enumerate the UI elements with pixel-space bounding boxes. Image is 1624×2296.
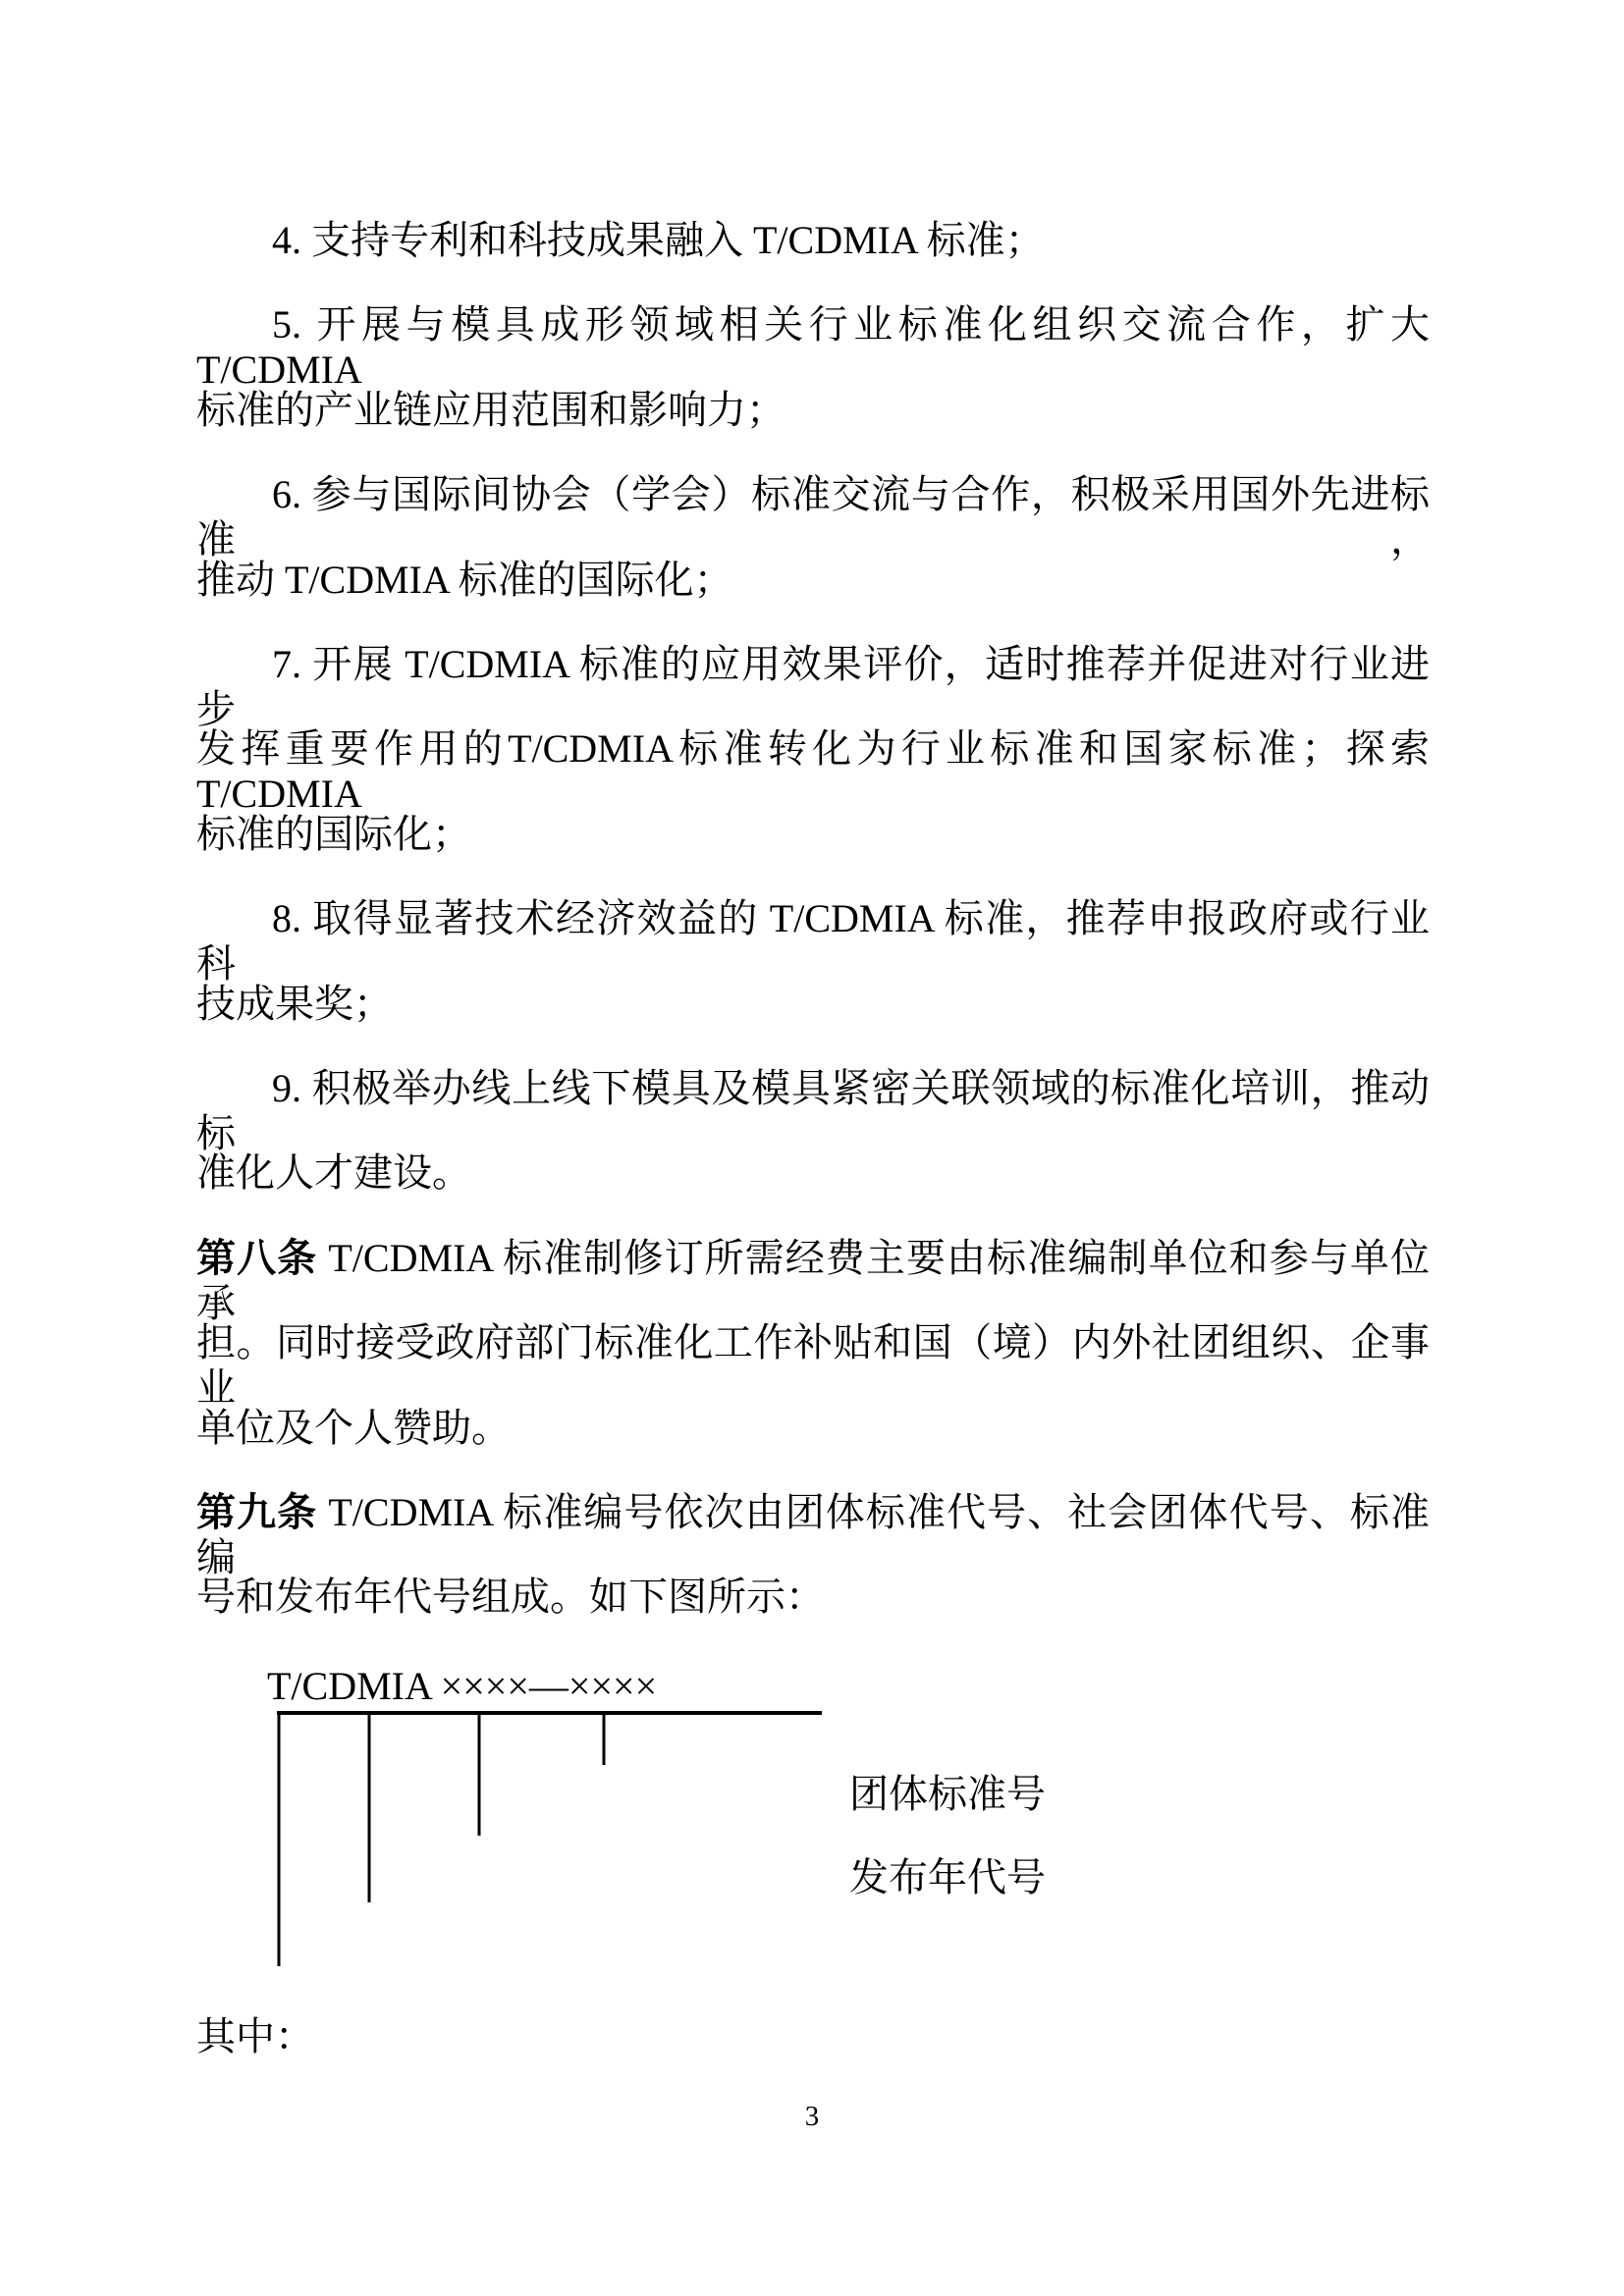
article-label: 第八条	[196, 1236, 318, 1280]
page-number: 3	[804, 2101, 820, 2132]
diagram-label-year-code: 发布年代号	[849, 1855, 1046, 1899]
line-text: 单位及个人赞助。	[196, 1406, 511, 1450]
article-label: 第九条	[196, 1490, 318, 1534]
line-text: 号和发布年代号组成。如下图所示：	[196, 1575, 825, 1619]
among-which-label: 其中：	[196, 2014, 314, 2058]
line-text: 8. 取得显著技术经济效益的 T/CDMIA 标准，推荐申报政府或行业科	[196, 896, 1430, 986]
line-text: 6. 参与国际间协会（学会）标准交流与合作，积极采用国外先进标准，	[196, 472, 1430, 561]
line-text: T/CDMIA 标准编号依次由团体标准代号、社会团体代号、标准编	[196, 1490, 1431, 1579]
line-text: 7. 开展 T/CDMIA 标准的应用效果评价，适时推荐并促进对行业进步	[196, 642, 1430, 731]
line-text: 标准的产业链应用范围和影响力；	[196, 388, 785, 432]
line-text: 标准的国际化；	[196, 812, 471, 856]
line-text: 4. 支持专利和科技成果融入 T/CDMIA 标准；	[272, 218, 1045, 262]
line-text: 发挥重要作用的T/CDMIA标准转化为行业标准和国家标准；探索T/CDMIA	[196, 726, 1430, 816]
line-text: 推动 T/CDMIA 标准的国际化；	[196, 558, 733, 602]
line-text: 5. 开展与模具成形领域相关行业标准化组织交流合作，扩大 T/CDMIA	[196, 302, 1430, 392]
line-text: 担。同时接受政府部门标准化工作补贴和国（境）内外社团组织、企事业	[196, 1320, 1430, 1410]
line-text: 准化人才建设。	[196, 1150, 471, 1195]
line-text: 技成果奖；	[196, 982, 393, 1026]
line-text: T/CDMIA 标准制修订所需经费主要由标准编制单位和参与单位承	[196, 1236, 1431, 1325]
diagram-label-group-standard: 团体标准号	[849, 1772, 1046, 1816]
line-text: 9. 积极举办线上线下模具及模具紧密关联领域的标准化培训，推动标	[196, 1066, 1430, 1155]
standard-number-example: T/CDMIA ××××—××××	[267, 1664, 658, 1708]
